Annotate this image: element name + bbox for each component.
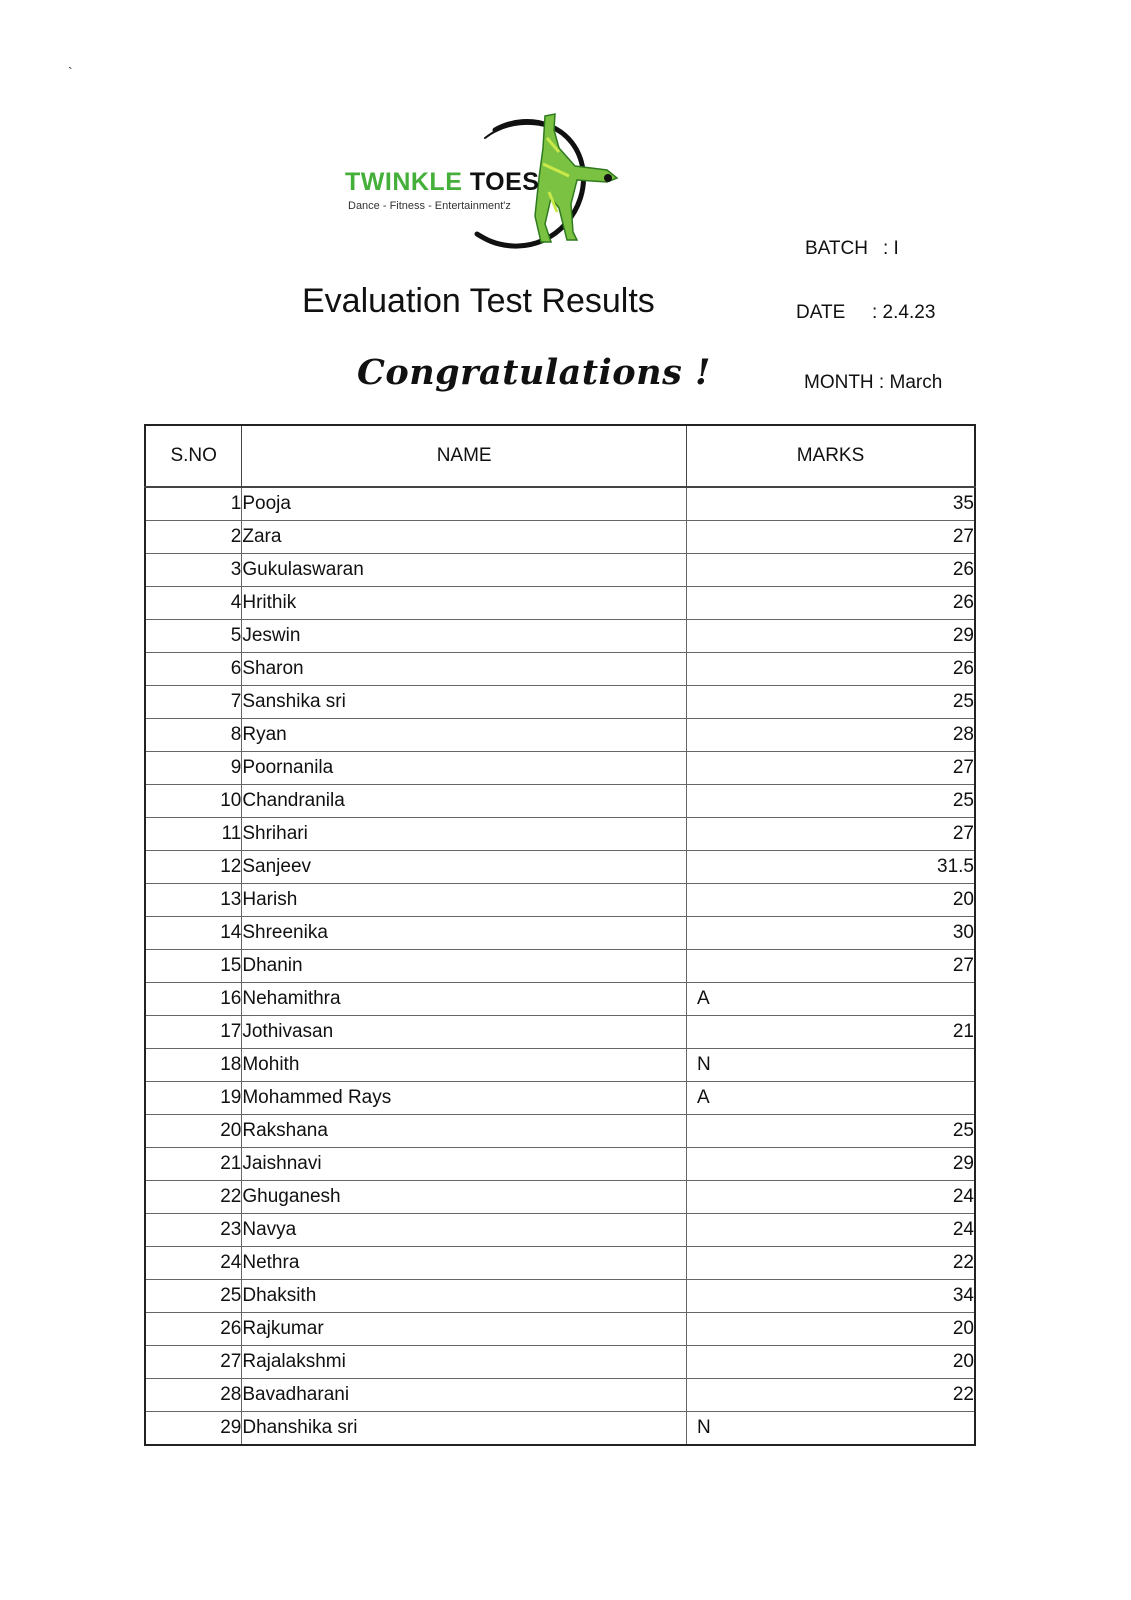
marks-cell: 29 <box>686 620 975 653</box>
marks-cell: 27 <box>686 950 975 983</box>
sno-cell: 3 <box>145 554 242 587</box>
marks-cell: 34 <box>686 1280 975 1313</box>
table-row <box>145 686 975 719</box>
marks-cell: A <box>686 1082 975 1115</box>
marks-cell: A <box>686 983 975 1016</box>
table-row <box>145 1148 975 1181</box>
batch-value: : I <box>883 238 899 259</box>
marks-cell: 27 <box>686 752 975 785</box>
marks-cell: 21 <box>686 1016 975 1049</box>
table-row <box>145 752 975 785</box>
sno-cell: 2 <box>145 521 242 554</box>
name-cell: Chandranila <box>242 785 687 818</box>
table-row <box>145 1016 975 1049</box>
table-row <box>145 1082 975 1115</box>
marks-cell: 28 <box>686 719 975 752</box>
table-row <box>145 620 975 653</box>
name-cell: Sanjeev <box>242 851 687 884</box>
name-cell: Sanshika sri <box>242 686 687 719</box>
table-row <box>145 521 975 554</box>
name-cell: Rakshana <box>242 1115 687 1148</box>
name-cell: Rajalakshmi <box>242 1346 687 1379</box>
header-marks: MARKS <box>686 425 975 487</box>
sno-cell: 29 <box>145 1412 242 1446</box>
table-row <box>145 653 975 686</box>
table-header-row <box>145 425 975 487</box>
sno-cell: 7 <box>145 686 242 719</box>
table-row <box>145 587 975 620</box>
marks-cell: 25 <box>686 1115 975 1148</box>
sno-cell: 12 <box>145 851 242 884</box>
sno-cell: 11 <box>145 818 242 851</box>
name-cell: Jeswin <box>242 620 687 653</box>
sno-cell: 18 <box>145 1049 242 1082</box>
marks-cell: 31.5 <box>686 851 975 884</box>
name-cell: Bavadharani <box>242 1379 687 1412</box>
marks-cell: N <box>686 1412 975 1446</box>
table-row <box>145 1049 975 1082</box>
table-row <box>145 719 975 752</box>
table-row <box>145 851 975 884</box>
sno-cell: 25 <box>145 1280 242 1313</box>
sno-cell: 23 <box>145 1214 242 1247</box>
name-cell: Nethra <box>242 1247 687 1280</box>
marks-cell: 22 <box>686 1379 975 1412</box>
name-cell: Harish <box>242 884 687 917</box>
table-row <box>145 1379 975 1412</box>
name-cell: Ghuganesh <box>242 1181 687 1214</box>
name-cell: Navya <box>242 1214 687 1247</box>
name-cell: Shrihari <box>242 818 687 851</box>
header-name: NAME <box>242 425 687 487</box>
results-table <box>144 424 976 1446</box>
sno-cell: 9 <box>145 752 242 785</box>
name-cell: Mohith <box>242 1049 687 1082</box>
name-cell: Mohammed Rays <box>242 1082 687 1115</box>
marks-cell: 30 <box>686 917 975 950</box>
table-row <box>145 1181 975 1214</box>
sno-cell: 20 <box>145 1115 242 1148</box>
marks-cell: 24 <box>686 1214 975 1247</box>
marks-cell: 20 <box>686 1313 975 1346</box>
name-cell: Nehamithra <box>242 983 687 1016</box>
table-row <box>145 1247 975 1280</box>
table-row <box>145 983 975 1016</box>
marks-cell: 22 <box>686 1247 975 1280</box>
marks-cell: 26 <box>686 653 975 686</box>
header-sno: S.NO <box>145 425 242 487</box>
sno-cell: 17 <box>145 1016 242 1049</box>
table-row <box>145 487 975 521</box>
table-row <box>145 818 975 851</box>
table-row <box>145 785 975 818</box>
marks-cell: N <box>686 1049 975 1082</box>
date-value: : 2.4.23 <box>872 302 936 323</box>
sno-cell: 15 <box>145 950 242 983</box>
month-text: MONTH : March <box>804 372 943 393</box>
page-title: Evaluation Test Results <box>302 282 655 320</box>
brand-tagline: Dance - Fitness - Entertainment'z <box>348 200 511 212</box>
twinkle-toes-logo <box>345 108 635 258</box>
batch-label: BATCH <box>805 238 868 259</box>
marks-cell: 24 <box>686 1181 975 1214</box>
table-row <box>145 1346 975 1379</box>
table-row <box>145 1214 975 1247</box>
sno-cell: 5 <box>145 620 242 653</box>
name-cell: Jothivasan <box>242 1016 687 1049</box>
name-cell: Dhaksith <box>242 1280 687 1313</box>
name-cell: Rajkumar <box>242 1313 687 1346</box>
results-table-body <box>145 487 975 1445</box>
name-cell: Dhanshika sri <box>242 1412 687 1446</box>
marks-cell: 20 <box>686 884 975 917</box>
brand-word-twinkle: TWINKLE <box>345 168 463 196</box>
sno-cell: 22 <box>145 1181 242 1214</box>
sno-cell: 16 <box>145 983 242 1016</box>
marks-cell: 27 <box>686 521 975 554</box>
sno-cell: 26 <box>145 1313 242 1346</box>
table-row <box>145 950 975 983</box>
name-cell: Poornanila <box>242 752 687 785</box>
sno-cell: 21 <box>145 1148 242 1181</box>
name-cell: Sharon <box>242 653 687 686</box>
sno-cell: 28 <box>145 1379 242 1412</box>
marks-cell: 20 <box>686 1346 975 1379</box>
marks-cell: 26 <box>686 587 975 620</box>
brand-word-toes: TOES <box>469 168 540 196</box>
congratulations-heading: Congratulations ! <box>357 352 711 393</box>
table-row <box>145 554 975 587</box>
date-label: DATE <box>796 302 846 323</box>
name-cell: Shreenika <box>242 917 687 950</box>
marks-cell: 25 <box>686 785 975 818</box>
name-cell: Pooja <box>242 487 687 521</box>
sno-cell: 24 <box>145 1247 242 1280</box>
stray-mark: ` <box>68 64 73 80</box>
sno-cell: 4 <box>145 587 242 620</box>
sno-cell: 1 <box>145 487 242 521</box>
marks-cell: 29 <box>686 1148 975 1181</box>
table-row <box>145 1412 975 1446</box>
table-row <box>145 1280 975 1313</box>
table-row <box>145 1115 975 1148</box>
sno-cell: 14 <box>145 917 242 950</box>
sno-cell: 8 <box>145 719 242 752</box>
name-cell: Ryan <box>242 719 687 752</box>
name-cell: Jaishnavi <box>242 1148 687 1181</box>
name-cell: Zara <box>242 521 687 554</box>
name-cell: Gukulaswaran <box>242 554 687 587</box>
name-cell: Hrithik <box>242 587 687 620</box>
marks-cell: 26 <box>686 554 975 587</box>
marks-cell: 25 <box>686 686 975 719</box>
brand-name <box>345 168 539 197</box>
sno-cell: 10 <box>145 785 242 818</box>
sno-cell: 27 <box>145 1346 242 1379</box>
name-cell: Dhanin <box>242 950 687 983</box>
table-row <box>145 917 975 950</box>
marks-cell: 27 <box>686 818 975 851</box>
sno-cell: 6 <box>145 653 242 686</box>
marks-cell: 35 <box>686 487 975 521</box>
sno-cell: 13 <box>145 884 242 917</box>
sno-cell: 19 <box>145 1082 242 1115</box>
table-row <box>145 884 975 917</box>
table-row <box>145 1313 975 1346</box>
